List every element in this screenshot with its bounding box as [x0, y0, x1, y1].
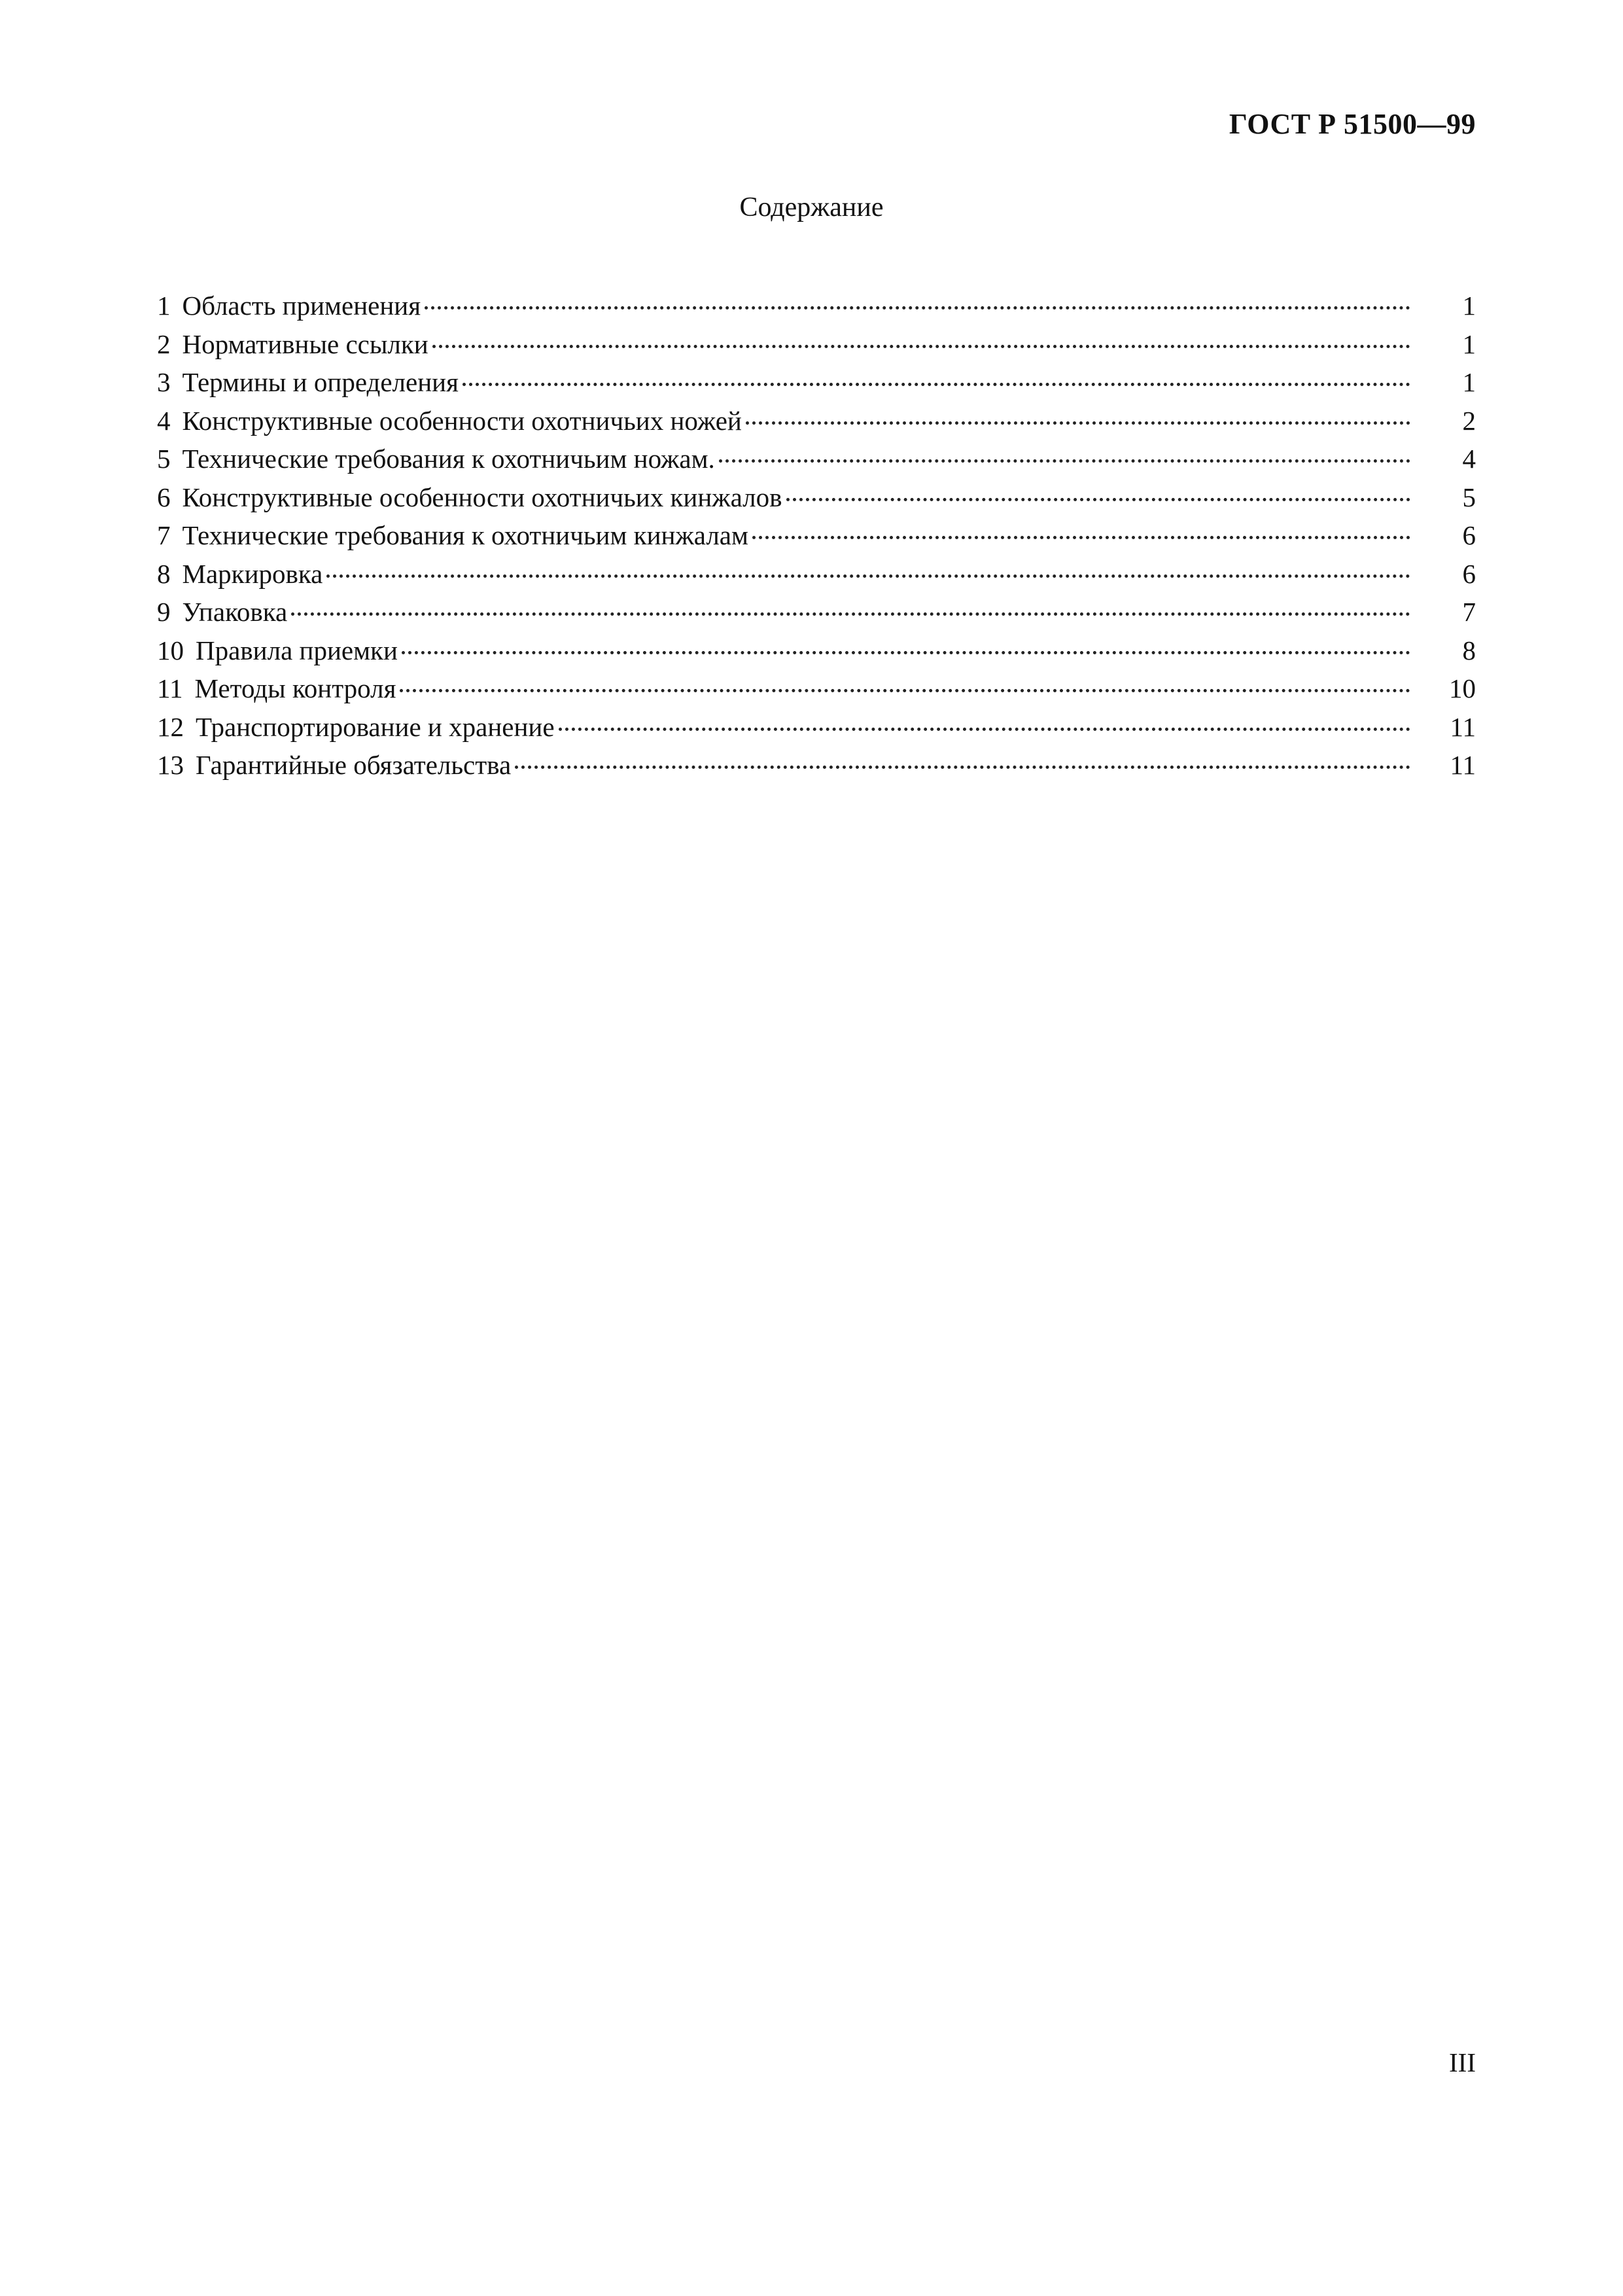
toc-item-label: Технические требования к охотничьим кинжалам — [182, 520, 748, 550]
toc-leader-dots — [719, 459, 1410, 463]
toc-leader-dots — [400, 689, 1410, 692]
toc-item-page: 2 — [1462, 405, 1476, 436]
toc-item-number: 2 — [157, 328, 171, 359]
page-number: III — [1449, 2047, 1476, 2077]
toc-leader-dots — [326, 574, 1410, 578]
toc-item-label: Методы контроля — [194, 673, 396, 703]
toc-item[interactable] — [157, 593, 1476, 631]
toc-item-page: 5 — [1462, 482, 1476, 512]
toc-item[interactable] — [157, 631, 1476, 670]
toc-item-label: Правила приемки — [196, 635, 398, 665]
toc-item-label: Конструктивные особенности охотничьих кинжалов — [182, 482, 782, 512]
toc-leader-dots — [515, 766, 1410, 769]
toc-leader-dots — [425, 306, 1410, 309]
toc-item-page: 6 — [1462, 558, 1476, 589]
document-code: ГОСТ Р 51500—99 — [1229, 108, 1476, 140]
toc-leader-dots — [746, 421, 1410, 425]
toc-item[interactable] — [157, 363, 1476, 402]
toc-item[interactable] — [157, 708, 1476, 747]
toc-item-label: Гарантийные обязательства — [196, 750, 512, 780]
toc-leader-dots — [559, 728, 1410, 731]
toc-leader-dots — [402, 651, 1410, 654]
toc-item-number: 7 — [157, 520, 171, 550]
toc-item-page: 7 — [1462, 597, 1476, 627]
toc-item-number: 10 — [157, 635, 184, 665]
toc-item-page: 11 — [1450, 711, 1476, 742]
toc-item-label: Конструктивные особенности охотничьих ножей — [182, 405, 742, 436]
toc-item[interactable] — [157, 402, 1476, 440]
toc-item-number: 11 — [157, 673, 183, 703]
toc-item-label: Область применения — [182, 291, 421, 321]
toc-item-label: Нормативные ссылки — [182, 328, 428, 359]
toc-item-number: 3 — [157, 367, 171, 397]
toc-leader-dots — [432, 345, 1410, 348]
toc-item-number: 6 — [157, 482, 171, 512]
toc-item-number: 4 — [157, 405, 171, 436]
toc-item-page: 11 — [1450, 750, 1476, 780]
toc-item-number: 5 — [157, 444, 171, 474]
toc-item[interactable] — [157, 669, 1476, 708]
toc-item[interactable] — [157, 746, 1476, 785]
toc-item-label: Упаковка — [182, 597, 288, 627]
toc-item-number: 12 — [157, 711, 184, 742]
toc-item-label: Термины и определения — [182, 367, 459, 397]
toc-item[interactable] — [157, 325, 1476, 364]
toc-leader-dots — [291, 612, 1410, 616]
toc-title: Содержание — [739, 192, 884, 222]
toc-item[interactable] — [157, 555, 1476, 593]
toc-item-page: 1 — [1462, 291, 1476, 321]
table-of-contents — [157, 287, 1476, 785]
toc-item-page: 1 — [1462, 328, 1476, 359]
toc-item-label: Технические требования к охотничьим ножам. — [182, 444, 715, 474]
toc-leader-dots — [786, 498, 1411, 501]
toc-item-page: 8 — [1462, 635, 1476, 665]
toc-leader-dots — [462, 383, 1410, 386]
toc-item-number: 1 — [157, 291, 171, 321]
toc-item[interactable] — [157, 440, 1476, 478]
toc-leader-dots — [752, 536, 1410, 539]
toc-item-page: 6 — [1462, 520, 1476, 550]
toc-item[interactable] — [157, 287, 1476, 325]
toc-item-label: Маркировка — [182, 558, 323, 589]
toc-item-number: 8 — [157, 558, 171, 589]
toc-item-label: Транспортирование и хранение — [196, 711, 555, 742]
toc-item-number: 13 — [157, 750, 184, 780]
toc-item[interactable] — [157, 478, 1476, 517]
toc-item-page: 4 — [1462, 444, 1476, 474]
toc-item[interactable] — [157, 516, 1476, 555]
toc-item-page: 10 — [1449, 673, 1476, 703]
toc-item-page: 1 — [1462, 367, 1476, 397]
toc-item-number: 9 — [157, 597, 171, 627]
